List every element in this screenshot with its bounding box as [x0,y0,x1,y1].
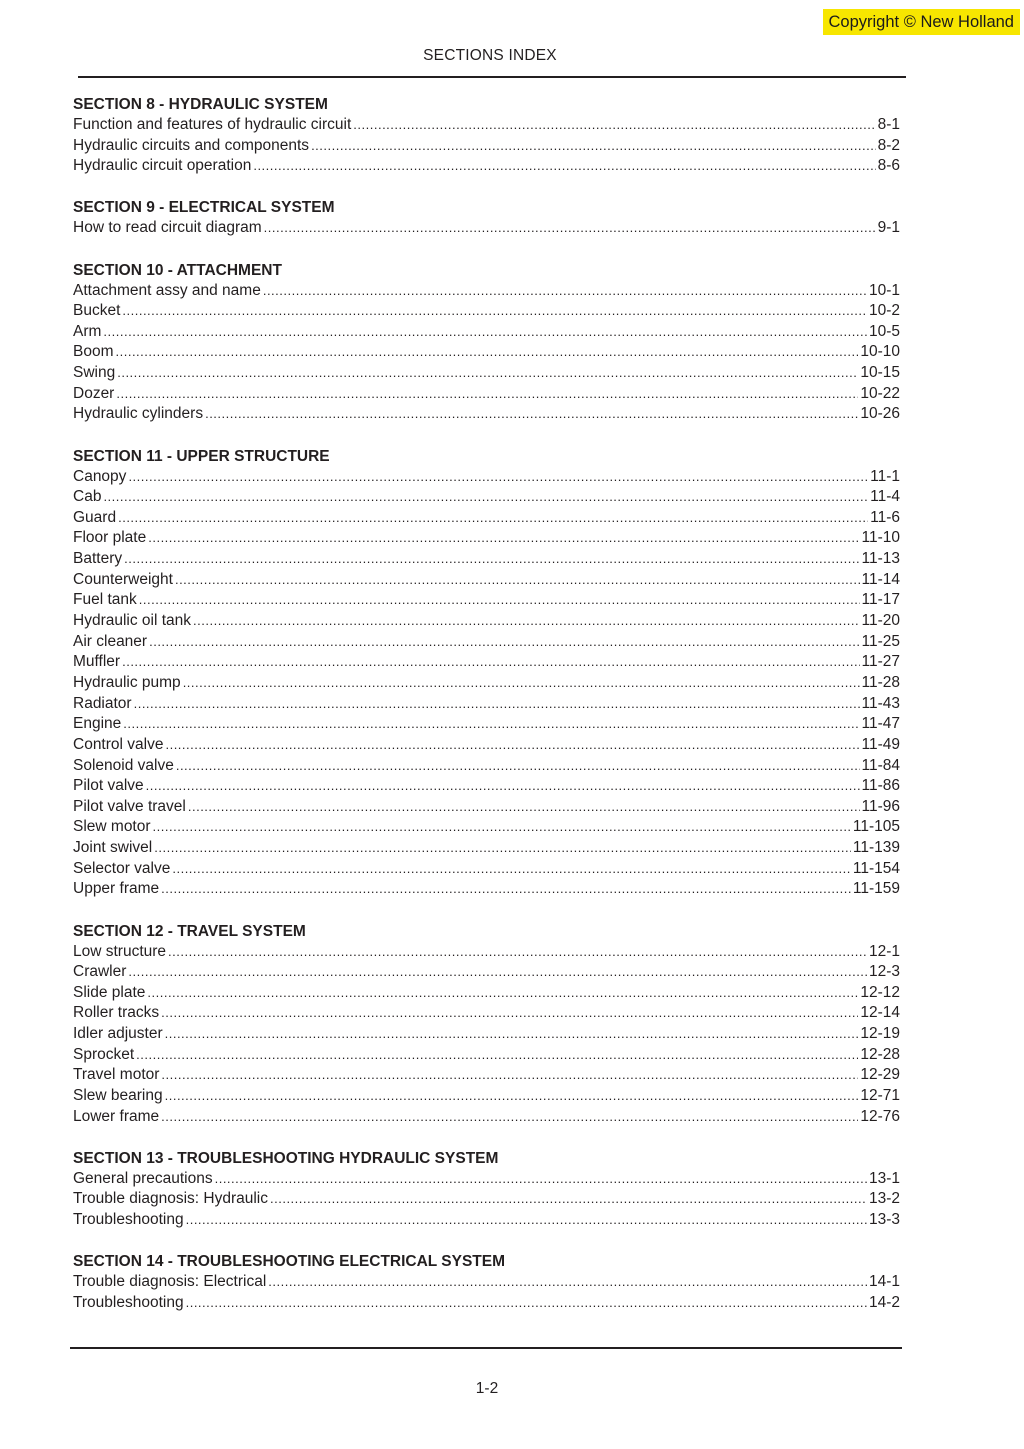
dot-leader [215,1169,867,1190]
entry-page-number: 12-12 [860,983,900,1001]
entry-label: Slew bearing [73,1086,163,1104]
entry-label: Canopy [73,467,127,485]
page-number: 1-2 [475,1380,499,1397]
index-entry [73,1293,900,1314]
dot-leader [118,508,868,529]
entry-label: Fuel tank [73,591,137,609]
dot-leader [103,487,868,508]
dot-leader [186,1293,867,1314]
entry-page-number: 11-49 [861,735,900,753]
entry-label: Battery [73,550,123,568]
entry-page-number: 11-14 [861,570,900,588]
entry-label: Slew motor [73,818,151,836]
entry-label: Trouble diagnosis: Electrical [73,1273,267,1291]
entry-label: Bucket [73,302,121,320]
header-divider [78,76,906,78]
entry-page-number: 12-76 [860,1107,900,1125]
entry-page-number: 10-1 [868,281,900,299]
index-entry [73,735,900,756]
index-entry [73,797,900,818]
index-entry [73,962,900,983]
index-entry [73,281,900,302]
index-entry [73,611,900,632]
entry-page-number: 11-105 [852,818,900,836]
dot-leader [161,1107,858,1128]
entry-label: Solenoid valve [73,756,174,774]
entry-label: Pilot valve [73,777,144,795]
entry-label: Cab [73,488,102,506]
entry-page-number: 12-19 [860,1025,900,1043]
entry-page-number: 10-2 [868,302,900,320]
dot-leader [186,1210,867,1231]
index-section [73,446,900,900]
entry-page-number: 11-13 [861,550,900,568]
index-entry [73,694,900,715]
entry-page-number: 11-96 [861,797,900,815]
index-entry [73,1003,900,1024]
dot-leader [128,467,868,488]
dot-leader [193,611,859,632]
index-entry [73,1086,900,1107]
entry-label: Sprocket [73,1045,135,1063]
entry-page-number: 12-71 [860,1086,900,1104]
dot-leader [183,673,860,694]
index-entry [73,342,900,363]
dot-leader [154,838,851,859]
dot-leader [264,218,876,239]
entry-label: General precautions [73,1169,213,1187]
index-entry [73,1024,900,1045]
entry-page-number: 11-27 [861,653,900,671]
copyright-badge: Copyright © New Holland [823,9,1021,35]
index-entry [73,218,900,239]
entry-label: Trouble diagnosis: Hydraulic [73,1190,268,1208]
index-entry [73,1189,900,1210]
entry-label: Dozer [73,384,115,402]
index-entry [73,1210,900,1231]
index-entry [73,528,900,549]
index-entry [73,467,900,488]
dot-leader [122,301,867,322]
index-entry [73,301,900,322]
entry-label: Muffler [73,653,121,671]
entry-page-number: 12-14 [860,1004,900,1022]
entry-page-number: 11-139 [852,839,900,857]
entry-label: Low structure [73,942,167,960]
entry-page-number: 8-1 [877,116,900,133]
index-entry [73,859,900,880]
dot-leader [188,797,860,818]
section-title: SECTION 14 - TROUBLESHOOTING ELECTRICAL SYSTEM [73,1253,506,1271]
index-entry [73,404,900,425]
page-title: SECTIONS INDEX [423,47,557,64]
entry-page-number: 9-1 [877,219,900,237]
index-entry [73,570,900,591]
entry-label: Guard [73,508,117,526]
dot-leader [161,1065,858,1086]
index-entry [73,983,900,1004]
entry-page-number: 11-86 [861,777,900,795]
index-entry [73,652,900,673]
entry-page-number: 11-84 [861,756,900,774]
section-title: SECTION 11 - UPPER STRUCTURE [73,447,330,465]
entry-label: Air cleaner [73,632,148,650]
entry-label: Hydraulic circuits and components [73,136,310,154]
entry-page-number: 11-6 [870,508,900,526]
dot-leader [176,756,860,777]
index-entry [73,714,900,735]
dot-leader [165,1024,859,1045]
entry-label: Pilot valve travel [73,797,186,815]
index-entry [73,322,900,343]
entry-page-number: 11-43 [861,694,900,712]
entry-page-number: 10-22 [860,384,900,402]
dot-leader [353,115,875,136]
index-section [73,197,900,239]
dot-leader [103,322,867,343]
entry-page-number: 13-2 [868,1190,900,1208]
entry-page-number: 12-28 [860,1045,900,1063]
dot-leader [117,363,858,384]
dot-leader [268,1272,867,1293]
dot-leader [148,528,859,549]
entry-page-number: 8-2 [877,136,900,154]
entry-label: Idler adjuster [73,1025,163,1043]
index-entry [73,1107,900,1128]
dot-leader [165,735,859,756]
entry-page-number: 11-4 [870,488,900,506]
dot-leader [122,652,859,673]
index-entry [73,508,900,529]
index-section [73,94,900,177]
section-title: SECTION 10 - ATTACHMENT [73,261,282,279]
entry-label: Attachment assy and name [73,281,261,299]
entry-label: Floor plate [73,529,147,547]
dot-leader [270,1189,867,1210]
entry-label: Arm [73,322,102,340]
entry-label: Control valve [73,735,164,753]
entry-page-number: 14-1 [868,1273,900,1291]
footer-divider [70,1347,902,1349]
index-entry [73,776,900,797]
entry-page-number: 11-20 [861,612,900,630]
dot-leader [253,156,875,177]
entry-page-number: 11-154 [852,859,900,877]
index-section [73,1251,900,1313]
dot-leader [147,983,858,1004]
entry-page-number: 11-25 [861,632,900,650]
entry-page-number: 12-3 [868,963,900,981]
entry-page-number: 13-1 [868,1169,900,1187]
dot-leader [139,590,860,611]
entry-page-number: 10-15 [860,364,900,382]
index-entry [73,363,900,384]
dot-leader [123,714,859,735]
entry-label: Selector valve [73,859,171,877]
entry-page-number: 10-26 [860,405,900,423]
entry-label: How to read circuit diagram [73,219,262,237]
sections-index [73,94,900,1334]
dot-leader [116,342,859,363]
index-entry [73,879,900,900]
index-entry [73,590,900,611]
entry-label: Troubleshooting [73,1211,184,1229]
entry-label: Function and features of hydraulic circuit [73,116,352,133]
entry-label: Boom [73,343,114,361]
entry-page-number: 13-3 [868,1211,900,1229]
index-entry [73,136,900,157]
index-section [73,1148,900,1231]
dot-leader [165,1086,859,1107]
index-entry [73,1065,900,1086]
dot-leader [175,570,860,591]
dot-leader [136,1045,858,1066]
dot-leader [263,281,867,302]
entry-page-number: 12-1 [868,942,900,960]
dot-leader [172,859,851,880]
dot-leader [205,404,858,425]
entry-label: Counterweight [73,570,173,588]
entry-page-number: 11-10 [861,529,900,547]
dot-leader [124,549,859,570]
dot-leader [153,817,851,838]
index-entry [73,549,900,570]
entry-label: Hydraulic pump [73,673,181,691]
entry-page-number: 12-29 [860,1066,900,1084]
entry-label: Slide plate [73,983,146,1001]
entry-label: Engine [73,715,122,733]
index-entry [73,156,900,177]
section-title: SECTION 8 - HYDRAULIC SYSTEM [73,96,328,113]
entry-label: Crawler [73,963,127,981]
dot-leader [311,136,876,157]
entry-page-number: 14-2 [868,1293,900,1311]
entry-label: Joint swivel [73,839,153,857]
entry-label: Hydraulic oil tank [73,612,192,630]
index-section [73,260,900,425]
entry-label: Hydraulic circuit operation [73,157,252,175]
entry-page-number: 8-6 [877,157,900,175]
dot-leader [128,962,867,983]
index-entry [73,673,900,694]
section-title: SECTION 13 - TROUBLESHOOTING HYDRAULIC SYSTEM [73,1149,499,1167]
dot-leader [146,776,860,797]
index-entry [73,817,900,838]
index-entry [73,756,900,777]
dot-leader [161,879,851,900]
index-entry [73,1169,900,1190]
section-title: SECTION 12 - TRAVEL SYSTEM [73,922,306,940]
entry-label: Travel motor [73,1066,160,1084]
entry-label: Hydraulic cylinders [73,405,204,423]
entry-label: Lower frame [73,1107,160,1125]
index-entry [73,115,900,136]
index-entry [73,1272,900,1293]
entry-page-number: 10-5 [868,322,900,340]
dot-leader [134,694,860,715]
entry-page-number: 10-10 [860,343,900,361]
index-entry [73,1045,900,1066]
entry-label: Troubleshooting [73,1293,184,1311]
entry-page-number: 11-159 [852,880,900,898]
dot-leader [161,1003,858,1024]
index-entry [73,487,900,508]
index-entry [73,632,900,653]
entry-page-number: 11-17 [861,591,900,609]
entry-label: Roller tracks [73,1004,160,1022]
entry-label: Swing [73,364,116,382]
entry-label: Upper frame [73,880,160,898]
index-entry [73,838,900,859]
dot-leader [168,942,867,963]
entry-page-number: 11-28 [861,673,900,691]
dot-leader [149,632,859,653]
index-entry [73,384,900,405]
dot-leader [116,384,858,405]
section-title: SECTION 9 - ELECTRICAL SYSTEM [73,199,335,217]
entry-page-number: 11-1 [870,467,900,485]
index-section [73,921,900,1128]
entry-page-number: 11-47 [861,715,900,733]
index-entry [73,942,900,963]
entry-label: Radiator [73,694,132,712]
